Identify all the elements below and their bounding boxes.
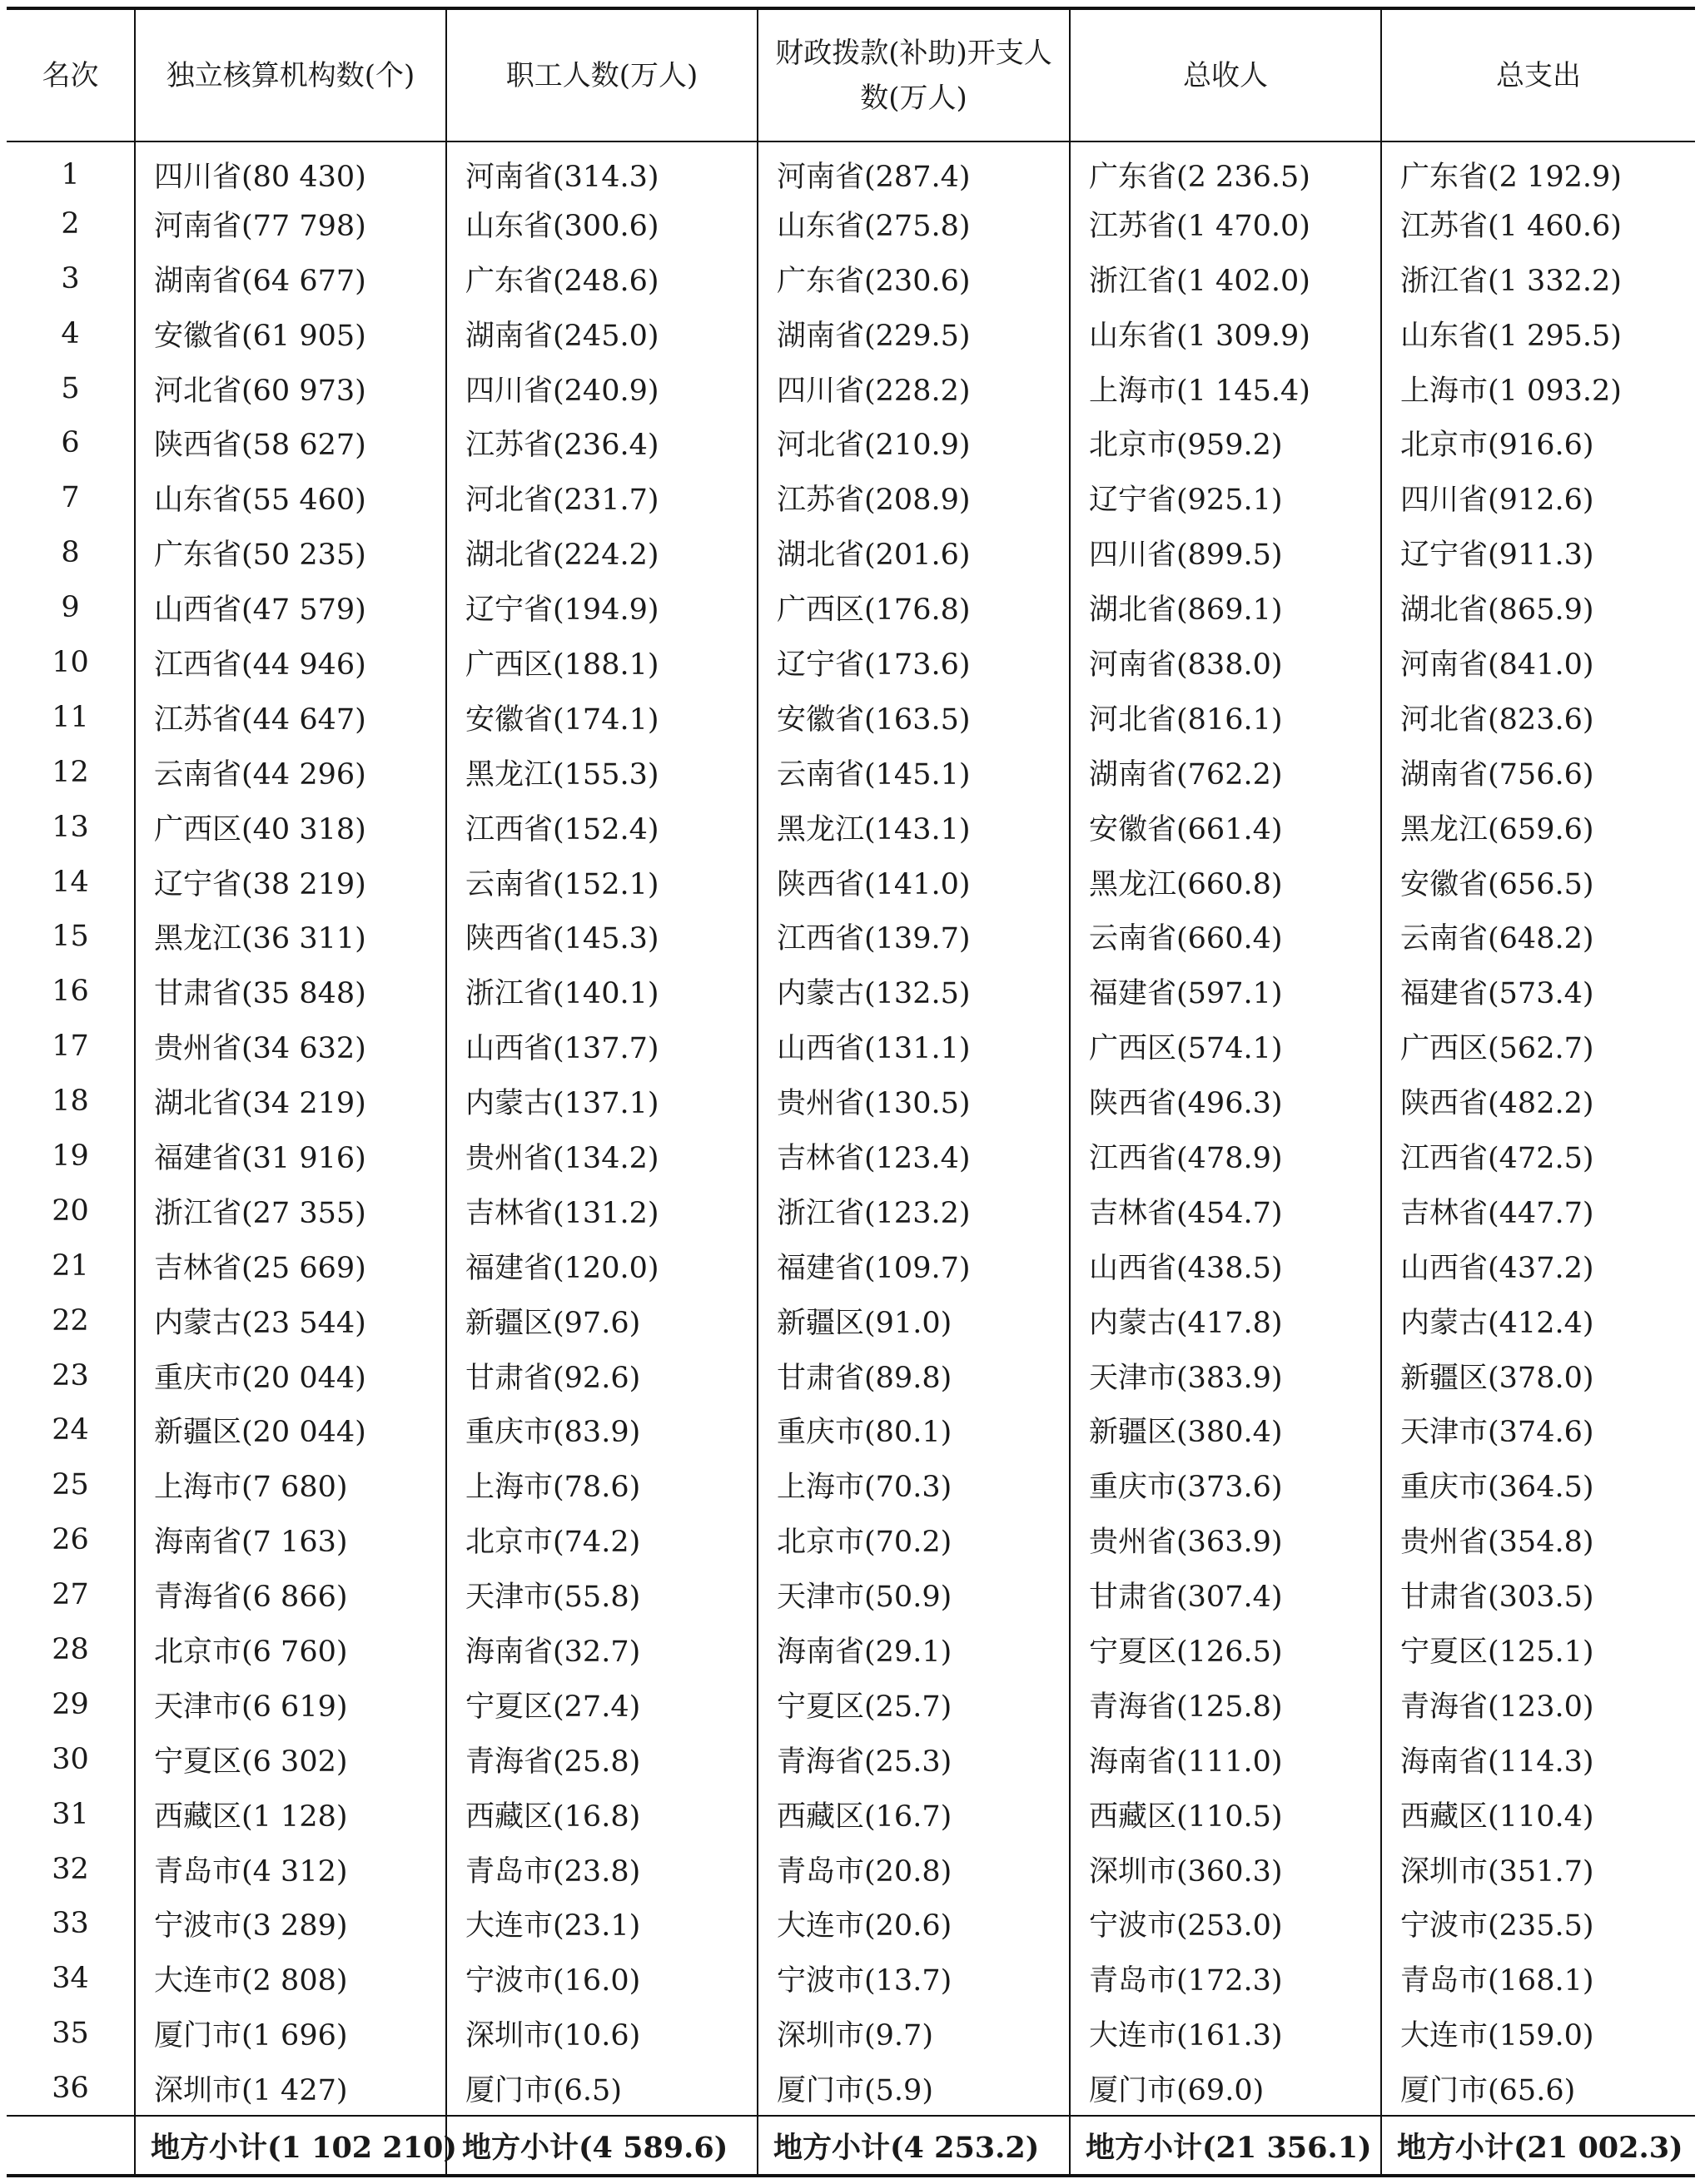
total-expense-cell: 江苏省(1 460.6) — [1381, 196, 1695, 251]
rank-cell: 9 — [61, 591, 80, 625]
total-expense-cell: 山西省(437.2) — [1381, 1238, 1695, 1293]
rank-cell: 7 — [61, 481, 80, 515]
institutions-cell: 江苏省(44 647) — [135, 690, 446, 745]
funded-staff-cell: 四川省(228.2) — [758, 361, 1070, 416]
institutions-cell: 云南省(44 296) — [135, 745, 446, 800]
rank-cell: 26 — [52, 1523, 89, 1557]
ranking-table — [7, 7, 1695, 2177]
total-income-cell: 甘肃省(307.4) — [1070, 1567, 1381, 1622]
total-income-cell: 海南省(111.0) — [1070, 1732, 1381, 1787]
table-row — [7, 745, 1695, 800]
institutions-cell: 辽宁省(38 219) — [135, 855, 446, 910]
total-expense-cell: 天津市(374.6) — [1381, 1402, 1695, 1457]
staff-cell: 海南省(32.7) — [446, 1622, 758, 1677]
total-income-cell: 重庆市(373.6) — [1070, 1457, 1381, 1512]
table-row — [7, 306, 1695, 361]
rank-cell: 19 — [52, 1139, 89, 1173]
total-income-cell: 安徽省(661.4) — [1070, 800, 1381, 855]
staff-cell: 厦门市(6.5) — [446, 2061, 758, 2116]
total-expense-cell: 河北省(823.6) — [1381, 690, 1695, 745]
staff-cell: 西藏区(16.8) — [446, 1787, 758, 1842]
staff-cell: 黑龙江(155.3) — [446, 745, 758, 800]
table-row — [7, 2006, 1695, 2061]
institutions-cell: 福建省(31 916) — [135, 1129, 446, 1184]
table-row — [7, 964, 1695, 1019]
total-income-cell: 青岛市(172.3) — [1070, 1951, 1381, 2006]
rank-cell: 13 — [52, 810, 89, 844]
total-expense-cell: 北京市(916.6) — [1381, 415, 1695, 470]
institutions-cell: 宁夏区(6 302) — [135, 1732, 446, 1787]
funded-staff-cell: 黑龙江(143.1) — [758, 800, 1070, 855]
funded-staff-cell: 山东省(275.8) — [758, 196, 1070, 251]
total-income-cell: 河南省(838.0) — [1070, 635, 1381, 690]
table-row — [7, 1897, 1695, 1952]
institutions-cell: 内蒙古(23 544) — [135, 1293, 446, 1348]
institutions-cell: 青海省(6 866) — [135, 1567, 446, 1622]
staff-cell: 河北省(231.7) — [446, 470, 758, 525]
total-income-cell: 辽宁省(925.1) — [1070, 470, 1381, 525]
institutions-cell: 甘肃省(35 848) — [135, 964, 446, 1019]
staff-cell: 大连市(23.1) — [446, 1897, 758, 1952]
rank-cell: 36 — [52, 2071, 89, 2105]
total-income-cell: 河北省(816.1) — [1070, 690, 1381, 745]
funded-staff-cell: 新疆区(91.0) — [758, 1293, 1070, 1348]
rank-cell: 31 — [52, 1797, 89, 1831]
staff-cell: 湖南省(245.0) — [446, 306, 758, 361]
total-expense-cell: 云南省(648.2) — [1381, 909, 1695, 964]
rank-cell: 4 — [61, 316, 80, 350]
institutions-cell: 大连市(2 808) — [135, 1951, 446, 2006]
total-income-cell: 黑龙江(660.8) — [1070, 855, 1381, 910]
funded-staff-cell: 河南省(287.4) — [758, 141, 1070, 196]
total-expense-cell: 广东省(2 192.9) — [1381, 141, 1695, 196]
rank-cell: 29 — [52, 1687, 89, 1721]
funded-staff-cell: 广东省(230.6) — [758, 251, 1070, 306]
total-income-cell: 青海省(125.8) — [1070, 1677, 1381, 1732]
table-row — [7, 1787, 1695, 1842]
total-expense-cell: 新疆区(378.0) — [1381, 1348, 1695, 1403]
funded-staff-cell: 宁波市(13.7) — [758, 1951, 1070, 2006]
total-income-cell: 福建省(597.1) — [1070, 964, 1381, 1019]
funded-staff-cell: 北京市(70.2) — [758, 1512, 1070, 1567]
table-row — [7, 635, 1695, 690]
funded-staff-cell: 陕西省(141.0) — [758, 855, 1070, 910]
institutions-cell: 安徽省(61 905) — [135, 306, 446, 361]
institutions-cell: 上海市(7 680) — [135, 1457, 446, 1512]
total-income-cell: 江西省(478.9) — [1070, 1129, 1381, 1184]
funded-staff-cell: 内蒙古(132.5) — [758, 964, 1070, 1019]
total-income-cell: 天津市(383.9) — [1070, 1348, 1381, 1403]
rank-cell: 35 — [52, 2017, 89, 2051]
table-row — [7, 1842, 1695, 1897]
table-row — [7, 1074, 1695, 1129]
table-row — [7, 1457, 1695, 1512]
institutions-cell: 广西区(40 318) — [135, 800, 446, 855]
funded-staff-cell: 重庆市(80.1) — [758, 1402, 1070, 1457]
funded-staff-cell: 湖南省(229.5) — [758, 306, 1070, 361]
table-footer — [7, 2116, 1695, 2176]
total-income-cell: 内蒙古(417.8) — [1070, 1293, 1381, 1348]
header-staff: 职工人数(万人) — [446, 8, 758, 141]
rank-cell: 24 — [52, 1413, 89, 1447]
institutions-cell: 山西省(47 579) — [135, 580, 446, 635]
total-expense-cell: 贵州省(354.8) — [1381, 1512, 1695, 1567]
staff-cell: 青海省(25.8) — [446, 1732, 758, 1787]
staff-cell: 内蒙古(137.1) — [446, 1074, 758, 1129]
rank-cell: 10 — [52, 645, 89, 679]
rank-cell: 5 — [61, 371, 80, 405]
institutions-cell: 西藏区(1 128) — [135, 1787, 446, 1842]
table-row — [7, 1019, 1695, 1074]
table-row — [7, 141, 1695, 196]
funded-staff-cell: 辽宁省(173.6) — [758, 635, 1070, 690]
subtotal-total-expense: 地方小计(21 002.3) — [1381, 2116, 1695, 2176]
total-income-cell: 吉林省(454.7) — [1070, 1184, 1381, 1238]
table-row — [7, 470, 1695, 525]
total-income-cell: 西藏区(110.5) — [1070, 1787, 1381, 1842]
funded-staff-cell: 甘肃省(89.8) — [758, 1348, 1070, 1403]
institutions-cell: 陕西省(58 627) — [135, 415, 446, 470]
institutions-cell: 重庆市(20 044) — [135, 1348, 446, 1403]
header-row — [7, 8, 1695, 141]
rank-cell: 11 — [52, 700, 89, 734]
total-expense-cell: 厦门市(65.6) — [1381, 2061, 1695, 2116]
staff-cell: 四川省(240.9) — [446, 361, 758, 416]
institutions-cell: 新疆区(20 044) — [135, 1402, 446, 1457]
rank-cell: 2 — [61, 206, 80, 241]
subtotal-staff: 地方小计(4 589.6) — [446, 2116, 758, 2176]
institutions-cell: 吉林省(25 669) — [135, 1238, 446, 1293]
total-income-cell: 湖北省(869.1) — [1070, 580, 1381, 635]
institutions-cell: 贵州省(34 632) — [135, 1019, 446, 1074]
total-income-cell: 四川省(899.5) — [1070, 525, 1381, 580]
total-income-cell: 湖南省(762.2) — [1070, 745, 1381, 800]
institutions-cell: 北京市(6 760) — [135, 1622, 446, 1677]
funded-staff-cell: 山西省(131.1) — [758, 1019, 1070, 1074]
table-row — [7, 1951, 1695, 2006]
funded-staff-cell: 广西区(176.8) — [758, 580, 1070, 635]
table-row — [7, 855, 1695, 910]
rank-cell: 8 — [61, 536, 80, 570]
staff-cell: 宁夏区(27.4) — [446, 1677, 758, 1732]
table-row — [7, 251, 1695, 306]
total-expense-cell: 西藏区(110.4) — [1381, 1787, 1695, 1842]
table-row — [7, 1129, 1695, 1184]
rank-cell: 14 — [52, 865, 89, 899]
total-income-cell: 江苏省(1 470.0) — [1070, 196, 1381, 251]
rank-cell: 21 — [52, 1248, 89, 1283]
institutions-cell: 天津市(6 619) — [135, 1677, 446, 1732]
funded-staff-cell: 海南省(29.1) — [758, 1622, 1070, 1677]
rank-cell: 3 — [61, 261, 80, 295]
total-expense-cell: 四川省(912.6) — [1381, 470, 1695, 525]
table-row — [7, 1293, 1695, 1348]
total-income-cell: 新疆区(380.4) — [1070, 1402, 1381, 1457]
table-row — [7, 415, 1695, 470]
institutions-cell: 河北省(60 973) — [135, 361, 446, 416]
staff-cell: 陕西省(145.3) — [446, 909, 758, 964]
staff-cell: 广西区(188.1) — [446, 635, 758, 690]
total-income-cell: 北京市(959.2) — [1070, 415, 1381, 470]
ranking-table-sheet — [7, 7, 1695, 2177]
table-row — [7, 1622, 1695, 1677]
staff-cell: 安徽省(174.1) — [446, 690, 758, 745]
subtotal-funded-staff: 地方小计(4 253.2) — [758, 2116, 1070, 2176]
rank-cell: 17 — [52, 1030, 89, 1064]
header-total-expense: 总支出 — [1381, 8, 1695, 141]
table-row — [7, 1348, 1695, 1403]
total-expense-cell: 江西省(472.5) — [1381, 1129, 1695, 1184]
institutions-cell: 广东省(50 235) — [135, 525, 446, 580]
total-expense-cell: 陕西省(482.2) — [1381, 1074, 1695, 1129]
total-income-cell: 广东省(2 236.5) — [1070, 141, 1381, 196]
total-expense-cell: 上海市(1 093.2) — [1381, 361, 1695, 416]
funded-staff-cell: 深圳市(9.7) — [758, 2006, 1070, 2061]
table-row — [7, 1732, 1695, 1787]
table-row — [7, 1184, 1695, 1238]
rank-cell: 12 — [52, 755, 89, 789]
funded-staff-cell: 河北省(210.9) — [758, 415, 1070, 470]
staff-cell: 上海市(78.6) — [446, 1457, 758, 1512]
staff-cell: 甘肃省(92.6) — [446, 1348, 758, 1403]
funded-staff-cell: 青岛市(20.8) — [758, 1842, 1070, 1897]
rank-cell: 34 — [52, 1962, 89, 1996]
staff-cell: 浙江省(140.1) — [446, 964, 758, 1019]
total-income-cell: 陕西省(496.3) — [1070, 1074, 1381, 1129]
table-row — [7, 1512, 1695, 1567]
institutions-cell: 湖南省(64 677) — [135, 251, 446, 306]
subtotal-total-income: 地方小计(21 356.1) — [1070, 2116, 1381, 2176]
staff-cell: 宁波市(16.0) — [446, 1951, 758, 2006]
institutions-cell: 青岛市(4 312) — [135, 1842, 446, 1897]
funded-staff-cell: 西藏区(16.7) — [758, 1787, 1070, 1842]
table-row — [7, 580, 1695, 635]
rank-cell: 18 — [52, 1085, 89, 1119]
staff-cell: 湖北省(224.2) — [446, 525, 758, 580]
rank-cell: 20 — [52, 1194, 89, 1228]
institutions-cell: 厦门市(1 696) — [135, 2006, 446, 2061]
staff-cell: 天津市(55.8) — [446, 1567, 758, 1622]
funded-staff-cell: 安徽省(163.5) — [758, 690, 1070, 745]
subtotal-label-cell — [7, 2116, 135, 2176]
staff-cell: 山西省(137.7) — [446, 1019, 758, 1074]
rank-cell: 32 — [52, 1852, 89, 1886]
funded-staff-cell: 青海省(25.3) — [758, 1732, 1070, 1787]
total-expense-cell: 甘肃省(303.5) — [1381, 1567, 1695, 1622]
staff-cell: 北京市(74.2) — [446, 1512, 758, 1567]
subtotal-institutions: 地方小计(1 102 210) — [135, 2116, 446, 2176]
institutions-cell: 江西省(44 946) — [135, 635, 446, 690]
total-expense-cell: 浙江省(1 332.2) — [1381, 251, 1695, 306]
total-expense-cell: 黑龙江(659.6) — [1381, 800, 1695, 855]
institutions-cell: 浙江省(27 355) — [135, 1184, 446, 1238]
total-expense-cell: 内蒙古(412.4) — [1381, 1293, 1695, 1348]
funded-staff-cell: 江苏省(208.9) — [758, 470, 1070, 525]
funded-staff-cell: 湖北省(201.6) — [758, 525, 1070, 580]
table-row — [7, 525, 1695, 580]
subtotal-row — [7, 2116, 1695, 2176]
funded-staff-cell: 云南省(145.1) — [758, 745, 1070, 800]
staff-cell: 江苏省(236.4) — [446, 415, 758, 470]
funded-staff-cell: 福建省(109.7) — [758, 1238, 1070, 1293]
table-row — [7, 690, 1695, 745]
total-income-cell: 厦门市(69.0) — [1070, 2061, 1381, 2116]
staff-cell: 贵州省(134.2) — [446, 1129, 758, 1184]
total-income-cell: 浙江省(1 402.0) — [1070, 251, 1381, 306]
total-expense-cell: 重庆市(364.5) — [1381, 1457, 1695, 1512]
institutions-cell: 宁波市(3 289) — [135, 1897, 446, 1952]
rank-cell: 16 — [52, 975, 89, 1009]
staff-cell: 福建省(120.0) — [446, 1238, 758, 1293]
total-income-cell: 宁波市(253.0) — [1070, 1897, 1381, 1952]
total-expense-cell: 吉林省(447.7) — [1381, 1184, 1695, 1238]
staff-cell: 云南省(152.1) — [446, 855, 758, 910]
staff-cell: 吉林省(131.2) — [446, 1184, 758, 1238]
rank-cell: 33 — [52, 1907, 89, 1941]
total-income-cell: 大连市(161.3) — [1070, 2006, 1381, 2061]
funded-staff-cell: 吉林省(123.4) — [758, 1129, 1070, 1184]
rank-cell: 30 — [52, 1742, 89, 1776]
total-expense-cell: 福建省(573.4) — [1381, 964, 1695, 1019]
total-expense-cell: 深圳市(351.7) — [1381, 1842, 1695, 1897]
rank-cell: 1 — [61, 158, 80, 192]
funded-staff-cell: 天津市(50.9) — [758, 1567, 1070, 1622]
table-row — [7, 2061, 1695, 2116]
rank-cell: 23 — [52, 1358, 89, 1392]
funded-staff-cell: 浙江省(123.2) — [758, 1184, 1070, 1238]
total-expense-cell: 青岛市(168.1) — [1381, 1951, 1695, 2006]
rank-cell: 15 — [52, 920, 89, 954]
total-income-cell: 广西区(574.1) — [1070, 1019, 1381, 1074]
table-row — [7, 1238, 1695, 1293]
funded-staff-cell: 上海市(70.3) — [758, 1457, 1070, 1512]
staff-cell: 山东省(300.6) — [446, 196, 758, 251]
header-funded-staff: 财政拨款(补助)开支人数(万人) — [758, 8, 1070, 141]
staff-cell: 河南省(314.3) — [446, 141, 758, 196]
rank-cell: 27 — [52, 1578, 89, 1612]
total-expense-cell: 宁波市(235.5) — [1381, 1897, 1695, 1952]
rank-cell: 22 — [52, 1303, 89, 1338]
total-income-cell: 山东省(1 309.9) — [1070, 306, 1381, 361]
total-expense-cell: 安徽省(656.5) — [1381, 855, 1695, 910]
total-income-cell: 云南省(660.4) — [1070, 909, 1381, 964]
total-expense-cell: 湖南省(756.6) — [1381, 745, 1695, 800]
table-body — [7, 141, 1695, 2116]
total-income-cell: 宁夏区(126.5) — [1070, 1622, 1381, 1677]
total-expense-cell: 大连市(159.0) — [1381, 2006, 1695, 2061]
total-income-cell: 贵州省(363.9) — [1070, 1512, 1381, 1567]
table-header — [7, 8, 1695, 141]
total-expense-cell: 河南省(841.0) — [1381, 635, 1695, 690]
table-row — [7, 800, 1695, 855]
table-row — [7, 1567, 1695, 1622]
rank-cell: 6 — [61, 426, 80, 460]
rank-cell: 28 — [52, 1632, 89, 1666]
total-expense-cell: 辽宁省(911.3) — [1381, 525, 1695, 580]
staff-cell: 江西省(152.4) — [446, 800, 758, 855]
total-expense-cell: 湖北省(865.9) — [1381, 580, 1695, 635]
total-income-cell: 山西省(438.5) — [1070, 1238, 1381, 1293]
total-income-cell: 上海市(1 145.4) — [1070, 361, 1381, 416]
institutions-cell: 深圳市(1 427) — [135, 2061, 446, 2116]
institutions-cell: 山东省(55 460) — [135, 470, 446, 525]
funded-staff-cell: 贵州省(130.5) — [758, 1074, 1070, 1129]
table-row — [7, 909, 1695, 964]
header-rank: 名次 — [7, 8, 135, 141]
staff-cell: 辽宁省(194.9) — [446, 580, 758, 635]
staff-cell: 青岛市(23.8) — [446, 1842, 758, 1897]
rank-cell: 25 — [52, 1468, 89, 1502]
funded-staff-cell: 宁夏区(25.7) — [758, 1677, 1070, 1732]
total-expense-cell: 广西区(562.7) — [1381, 1019, 1695, 1074]
staff-cell: 重庆市(83.9) — [446, 1402, 758, 1457]
institutions-cell: 海南省(7 163) — [135, 1512, 446, 1567]
table-row — [7, 1677, 1695, 1732]
institutions-cell: 黑龙江(36 311) — [135, 909, 446, 964]
funded-staff-cell: 江西省(139.7) — [758, 909, 1070, 964]
table-row — [7, 196, 1695, 251]
table-row — [7, 361, 1695, 416]
header-total-income: 总收人 — [1070, 8, 1381, 141]
total-expense-cell: 青海省(123.0) — [1381, 1677, 1695, 1732]
total-income-cell: 深圳市(360.3) — [1070, 1842, 1381, 1897]
funded-staff-cell: 大连市(20.6) — [758, 1897, 1070, 1952]
institutions-cell: 四川省(80 430) — [135, 141, 446, 196]
header-institutions: 独立核算机构数(个) — [135, 8, 446, 141]
total-expense-cell: 海南省(114.3) — [1381, 1732, 1695, 1787]
staff-cell: 深圳市(10.6) — [446, 2006, 758, 2061]
staff-cell: 广东省(248.6) — [446, 251, 758, 306]
total-expense-cell: 宁夏区(125.1) — [1381, 1622, 1695, 1677]
total-expense-cell: 山东省(1 295.5) — [1381, 306, 1695, 361]
table-row — [7, 1402, 1695, 1457]
funded-staff-cell: 厦门市(5.9) — [758, 2061, 1070, 2116]
institutions-cell: 河南省(77 798) — [135, 196, 446, 251]
institutions-cell: 湖北省(34 219) — [135, 1074, 446, 1129]
staff-cell: 新疆区(97.6) — [446, 1293, 758, 1348]
